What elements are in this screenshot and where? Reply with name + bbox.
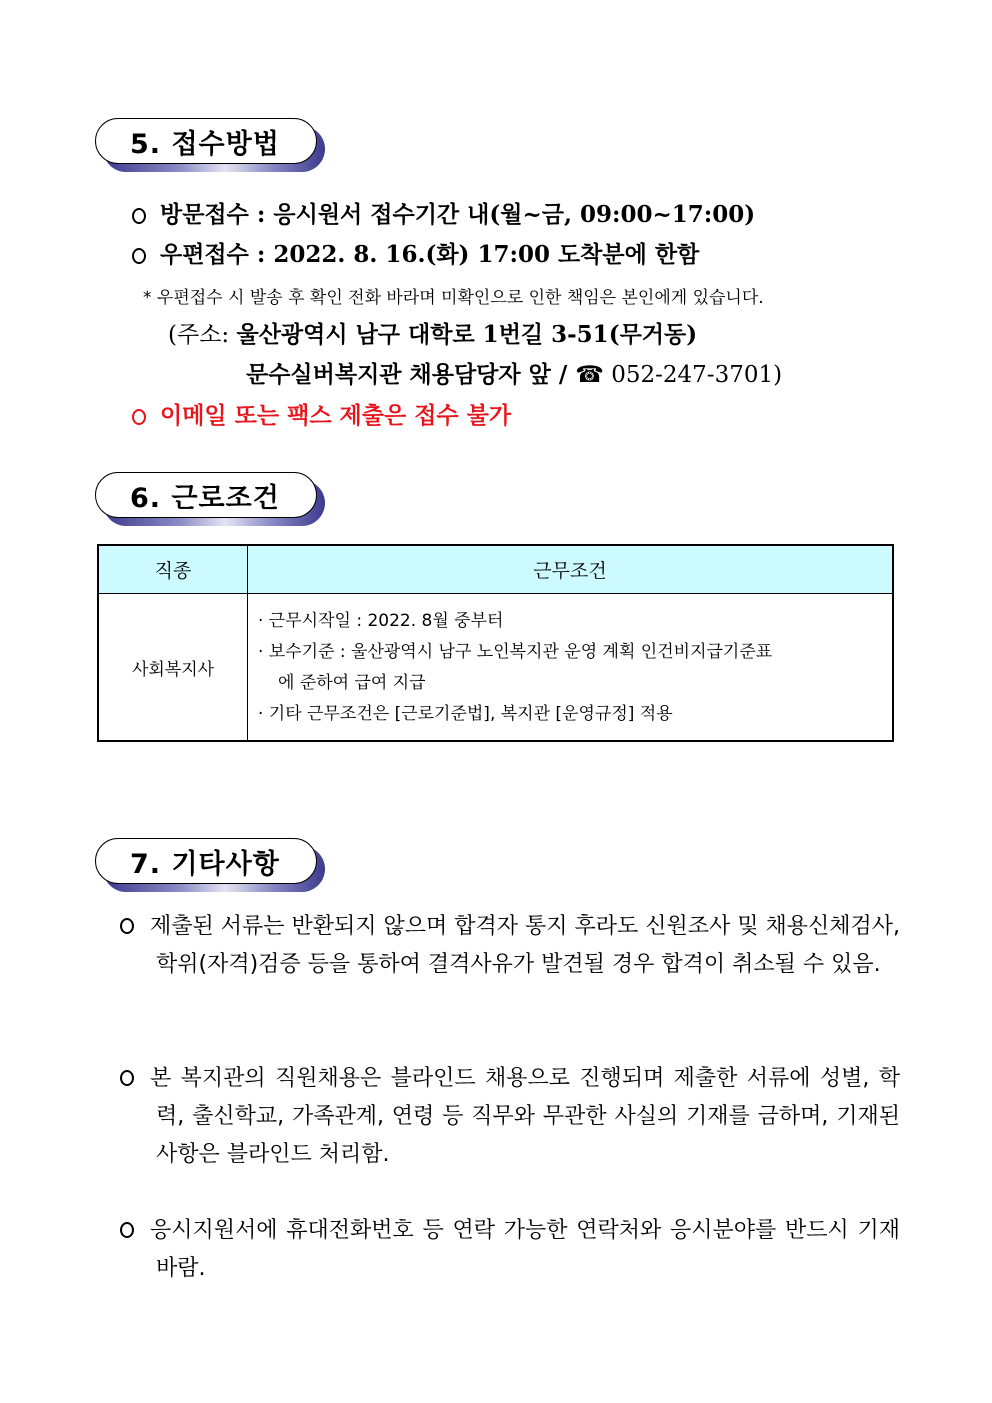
note-item-2 <box>120 1060 900 1174</box>
cell-job: 사회복지사 <box>98 594 248 742</box>
separator: : <box>248 241 274 268</box>
table-row <box>98 594 893 742</box>
mail-note: * 우편접수 시 발송 후 확인 전화 바라며 미확인으로 인한 책임은 본인에게 있습니다. <box>143 288 764 308</box>
note-item-1 <box>120 908 900 984</box>
condition-pay: · 보수기준 : 울산광역시 남구 노인복지관 운영 계획 인건비지급기준표 <box>258 642 773 662</box>
circle-bullet-icon <box>132 248 146 264</box>
phone-icon: ☎ <box>575 362 604 388</box>
condition-start: · 근무시작일 : 2022. 8월 중부터 <box>258 611 504 631</box>
item-label: 방문접수 <box>160 201 249 228</box>
section-7-header <box>95 838 323 888</box>
section-6-header <box>95 472 323 522</box>
item-mail <box>132 236 699 269</box>
address-line-2 <box>246 356 782 389</box>
item-value: 2022. 8. 16.(화) 17:00 도착분에 한함 <box>273 241 700 268</box>
item-value: 응시원서 접수기간 내(월~금, 09:00~17:00) <box>273 201 756 228</box>
work-conditions-table <box>97 544 894 742</box>
circle-bullet-icon <box>120 918 134 934</box>
circle-bullet-icon <box>120 1222 134 1238</box>
table-header-row <box>98 545 893 594</box>
note-text: 본 복지관의 직원채용은 블라인드 채용으로 진행되며 제출한 서류에 성별, 학력, 출신학교, 가족관계, 연령 등 직무와 무관한 사실의 기재를 금하며, 기재된 사항은 블라인드 처리함. <box>150 1066 900 1167</box>
address-value: 울산광역시 남구 대학로 1번길 3-51(무거동) <box>236 321 698 348</box>
item-label: 우편접수 <box>160 241 249 268</box>
circle-bullet-icon <box>132 208 146 224</box>
section-6-title: 6. 근로조건 <box>95 472 317 518</box>
header-job: 직종 <box>98 545 248 594</box>
address-label: (주소: <box>168 322 230 348</box>
item-visit <box>132 196 755 229</box>
phone-number: 052-247-3701) <box>603 362 783 388</box>
header-conditions: 근무조건 <box>248 545 894 594</box>
section-7-title: 7. 기타사항 <box>95 838 317 884</box>
separator: : <box>248 201 274 228</box>
section-5-header <box>95 118 323 168</box>
note-item-3 <box>120 1212 900 1288</box>
cell-conditions <box>248 594 894 742</box>
circle-bullet-icon <box>120 1070 134 1086</box>
warning-line <box>132 397 511 430</box>
note-text: 제출된 서류는 반환되지 않으며 합격자 통지 후라도 신원조사 및 채용신체검사, 학위(자격)검증 등을 통하여 결격사유가 발견될 경우 합격이 취소될 수 있음. <box>150 914 900 977</box>
warning-text: 이메일 또는 팩스 제출은 접수 불가 <box>160 402 512 429</box>
circle-bullet-icon <box>132 409 146 425</box>
address-recipient: 문수실버복지관 채용담당자 앞 / <box>246 361 576 388</box>
condition-other: · 기타 근무조건은 [근로기준법], 복지관 [운영규정] 적용 <box>258 704 673 724</box>
condition-pay-cont: 에 준하여 급여 지급 <box>278 673 426 693</box>
address-line-1 <box>168 316 697 349</box>
section-5-title: 5. 접수방법 <box>95 118 317 164</box>
note-text: 응시지원서에 휴대전화번호 등 연락 가능한 연락처와 응시분야를 반드시 기재바람. <box>150 1218 900 1281</box>
